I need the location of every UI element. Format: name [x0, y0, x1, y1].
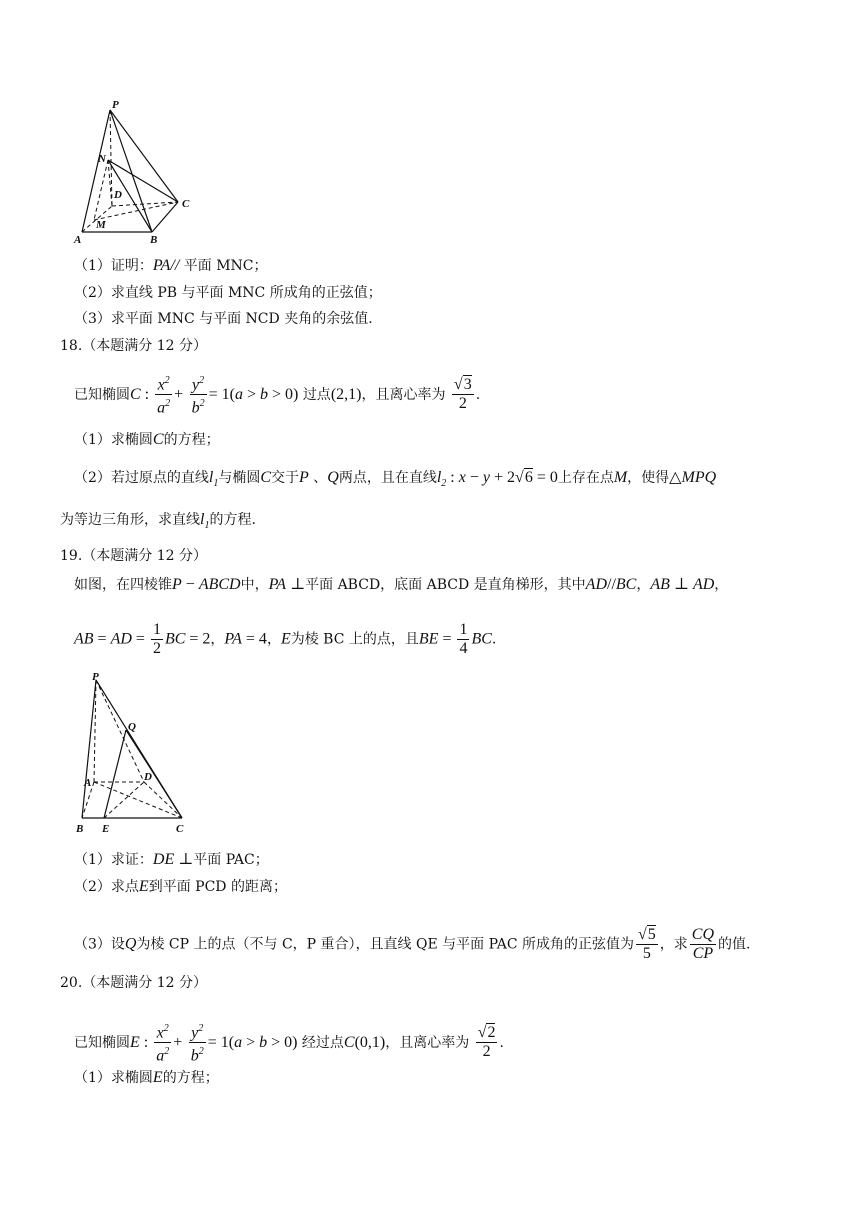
label-C: C	[176, 823, 184, 835]
q18-part2: （2）若过原点的直线$l_1$与椭圆C交于P 、Q两点，且在直线$l_2$ : x − y + 2√6 = 0上存在点M，使得△MPQ	[74, 469, 717, 490]
q18-header: 18.（本题满分 12 分）	[60, 338, 207, 354]
q19-header: 19.（本题满分 12 分）	[60, 548, 207, 564]
q19-intro: 如图，在四棱锥P − ABCD中，PA ⊥平面 ABCD，底面 ABCD 是直角梯形，其中AD//BC，AB ⊥ AD，	[74, 576, 729, 593]
q20-intro: 已知椭圆E : $\frac{x^2}{a^2}$ + $\frac{y^2}{b^2}$ = 1(a > b > 0) 经过点C(0,1)，且离心率为 $\frac{√2}{2}$ .	[74, 1020, 504, 1066]
q19-conditions: AB = AD = $\frac{1}{2}$ BC = 2，PA = 4，E为棱 BC 上的点，且BE = $\frac{1}{4}$ BC.	[74, 621, 497, 657]
label-B: B	[76, 823, 84, 835]
label-D: D	[144, 771, 152, 783]
label-Q: Q	[128, 721, 136, 733]
q20-header: 20.（本题满分 12 分）	[60, 975, 207, 991]
q19-part1: （1）求证：DE ⊥平面 PAC；	[74, 851, 269, 868]
label-A: A	[74, 234, 82, 246]
pyramid-figure-1	[72, 98, 202, 246]
label-N: N	[98, 153, 106, 165]
q20-part1: （1）求椭圆E的方程；	[74, 1069, 219, 1086]
q18-part1: （1）求椭圆C的方程；	[74, 431, 220, 448]
label-E: E	[102, 823, 110, 835]
label-A: A	[84, 777, 92, 789]
label-D: D	[114, 189, 122, 201]
pyramid-figure-2	[72, 670, 202, 840]
label-C: C	[182, 198, 190, 210]
q18-intro: 已知椭圆C : $\frac{x^2}{a^2}$ + $\frac{y^2}{b^2}$ = 1(a > b > 0) 过点(2,1)，且离心率为 $\frac{√3}{2}$ .	[74, 372, 480, 418]
label-P: P	[92, 671, 99, 683]
label-B: B	[150, 234, 158, 246]
q19-part2: （2）求点E到平面 PCD 的距离；	[74, 878, 287, 895]
q19-part3: （3）设Q为棱 CP 上的点（不与 C，P 重合），且直线 QE 与平面 PAC 所成角的正弦值为 $\frac{√5}{5}$ ，求 $\frac{CQ}{CP}$ 的值.	[74, 926, 751, 962]
q17-part3: （3）求平面 MNC 与平面 NCD 夹角的余弦值.	[74, 311, 373, 327]
q17-part1: （1）证明：PA// 平面 MNC；	[74, 257, 268, 274]
label-P: P	[112, 99, 119, 111]
label-M: M	[96, 219, 106, 231]
q17-part2: （2）求直线 PB 与平面 MNC 所成角的正弦值；	[74, 285, 382, 301]
q18-part2-cont: 为等边三角形，求直线$l_1$的方程.	[60, 511, 256, 532]
